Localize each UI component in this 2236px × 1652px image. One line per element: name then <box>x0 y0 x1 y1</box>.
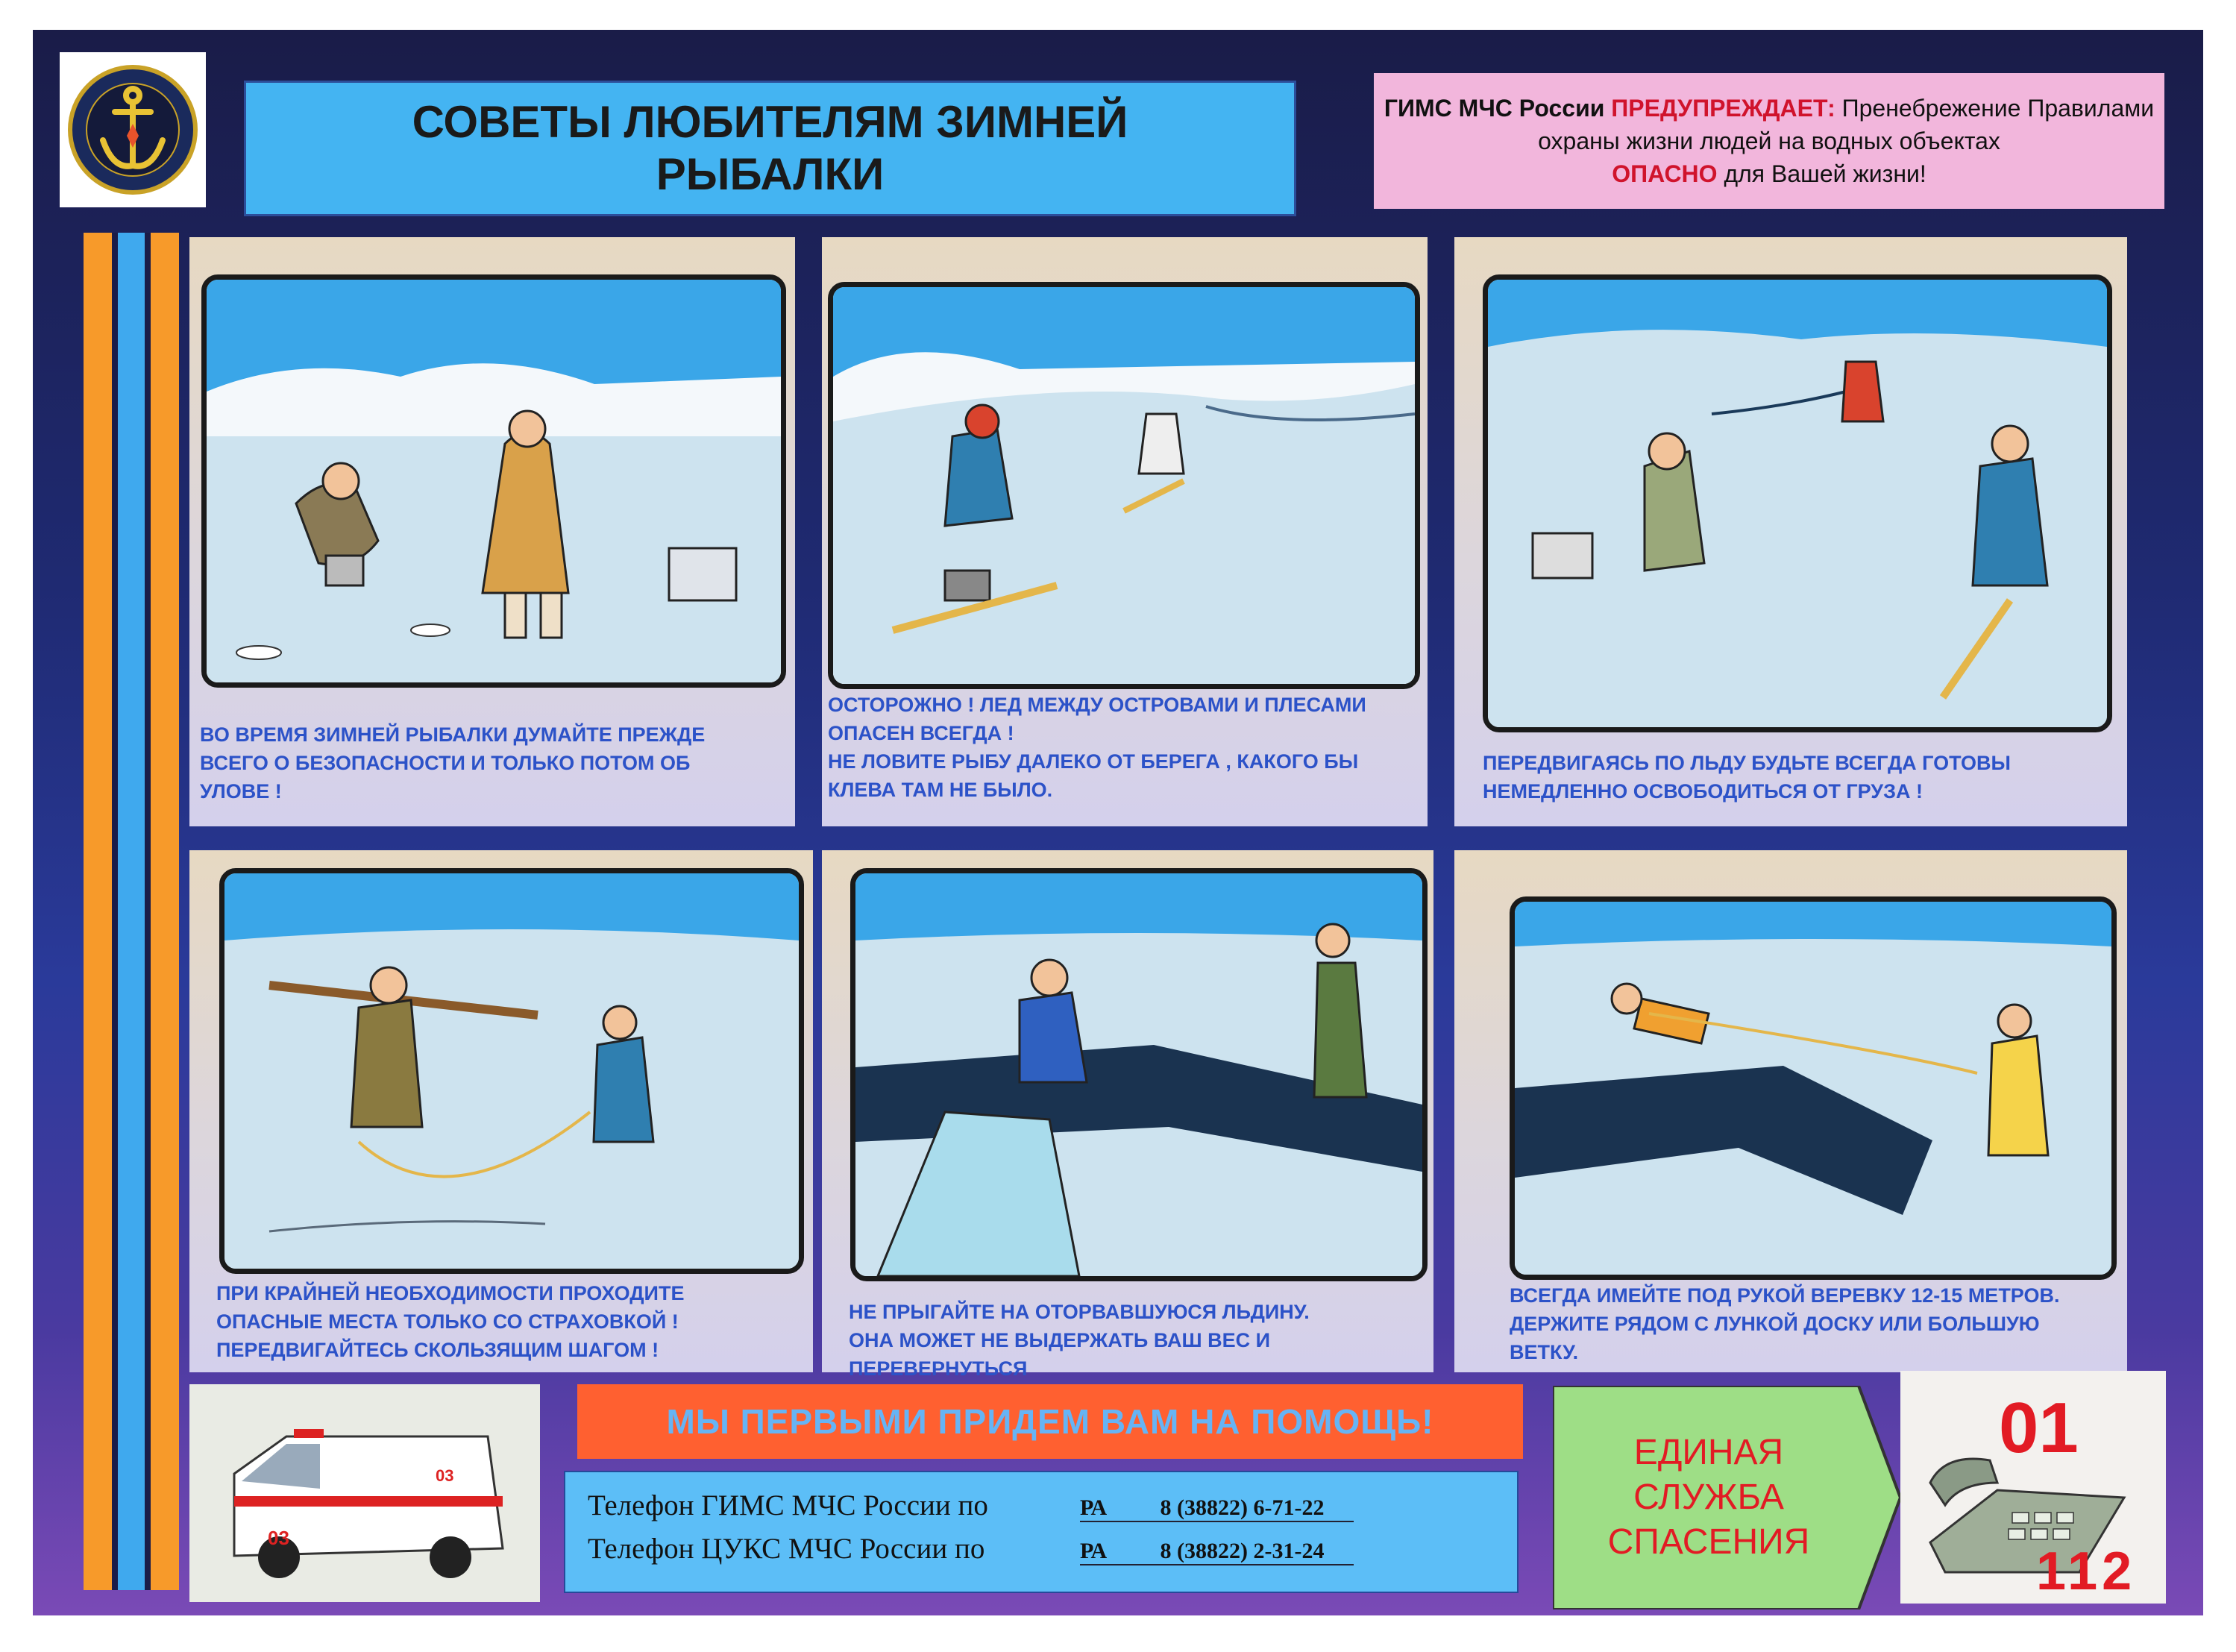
ambulance-number: 03 <box>268 1527 289 1549</box>
phone-region: РА <box>1080 1539 1108 1563</box>
tip-panel-3 <box>1454 237 2127 826</box>
illustration-rope-rescue <box>1510 896 2117 1280</box>
tip-1-caption: ВО ВРЕМЯ ЗИМНЕЙ РЫБАЛКИ ДУМАЙТЕ ПРЕЖДЕ ВСЕГО О БЕЗОПАСНОСТИ И ТОЛЬКО ПОТОМ ОБ УЛОВЕ ! <box>200 723 706 803</box>
tip-panel-5 <box>822 850 1433 1380</box>
phone-row-gims <box>588 1489 1354 1529</box>
phone-region: РА <box>1080 1495 1108 1520</box>
emblem <box>60 52 206 207</box>
ambulance-icon <box>189 1384 540 1602</box>
tip-panel-6 <box>1454 850 2127 1372</box>
rescue-service-text: ЕДИНАЯ СЛУЖБА СПАСЕНИЯ <box>1607 1433 1810 1562</box>
warning-text-2: для Вашей жизни! <box>1724 160 1926 187</box>
warning-notice <box>1374 73 2164 209</box>
phone-box <box>564 1471 1519 1593</box>
rescue-service-label <box>1553 1386 1865 1609</box>
tip-3-caption: ПЕРЕДВИГАЯСЬ ПО ЛЬДУ БУДЬТЕ ВСЕГДА ГОТОВЫ НЕМЕДЛЕННО ОСВОБОДИТЬСЯ ОТ ГРУЗА ! <box>1483 752 2011 803</box>
phone-number <box>1080 1539 1354 1565</box>
phone-digits: 8 (38822) 6-71-22 <box>1160 1495 1325 1520</box>
phone-label: Телефон ГИМС МЧС России по <box>588 1489 988 1521</box>
tip-panel-1 <box>189 237 795 826</box>
slogan-text: МЫ ПЕРВЫМИ ПРИДЕМ ВАМ НА ПОМОЩЬ! <box>666 1402 1434 1441</box>
tip-panel-4 <box>189 850 813 1372</box>
illustration-ice-fishing <box>201 274 786 688</box>
phone-row-tsuks <box>588 1532 1354 1572</box>
phone-digits: 8 (38822) 2-31-24 <box>1160 1539 1325 1563</box>
warning-verb: ПРЕДУПРЕЖДАЕТ: <box>1611 95 1835 122</box>
warning-text-1: Пренебрежение Правилами охраны жизни людей на водных объектах <box>1538 95 2155 154</box>
number-01: 01 <box>1999 1388 2079 1468</box>
tip-6-caption: ВСЕГДА ИМЕЙТЕ ПОД РУКОЙ ВЕРЕВКУ 12-15 МЕТРОВ. ДЕРЖИТЕ РЯДОМ С ЛУНКОЙ ДОСКУ ИЛИ БОЛЬШУЮ ВЕТКУ. <box>1510 1284 2060 1363</box>
warning-danger: ОПАСНО <box>1612 160 1718 187</box>
tip-panel-2 <box>822 237 1428 826</box>
anchor-emblem-icon <box>60 52 206 207</box>
ambulance-image <box>189 1384 540 1602</box>
illustration-skiers <box>828 282 1420 689</box>
poster-title <box>244 81 1296 216</box>
poster-title-text: СОВЕТЫ ЛЮБИТЕЛЯМ ЗИМНЕЙ РЫБАЛКИ <box>412 97 1128 199</box>
warning-org: ГИМС МЧС России <box>1384 95 1605 122</box>
slogan-banner <box>577 1384 1523 1459</box>
illustration-ice-floe <box>850 868 1428 1281</box>
tip-4-caption: ПРИ КРАЙНЕЙ НЕОБХОДИМОСТИ ПРОХОДИТЕ ОПАСНЫЕ МЕСТА ТОЛЬКО СО СТРАХОВКОЙ ! ПЕРЕДВИГАЙТЕСЬ СКОЛЬЗЯЩИМ ШАГОМ ! <box>216 1282 685 1361</box>
ambulance-number-side: 03 <box>436 1466 454 1485</box>
decorative-stripes <box>84 233 188 1590</box>
tip-5-caption: НЕ ПРЫГАЙТЕ НА ОТОРВАВШУЮСЯ ЛЬДИНУ. ОНА МОЖЕТ НЕ ВЫДЕРЖАТЬ ВАШ ВЕС И ПЕРЕВЕРНУТЬСЯ <box>849 1301 1310 1380</box>
number-112: 112 <box>2036 1542 2137 1601</box>
illustration-walkers-on-ice <box>1483 274 2112 732</box>
phone-label: Телефон ЦУКС МЧС России по <box>588 1533 985 1565</box>
illustration-safety-rope <box>219 868 804 1274</box>
phone-number <box>1080 1495 1354 1522</box>
tip-2-caption: ОСТОРОЖНО ! ЛЕД МЕЖДУ ОСТРОВАМИ И ПЛЕСАМИ ОПАСЕН ВСЕГДА ! НЕ ЛОВИТЕ РЫБУ ДАЛЕКО ОТ БЕРЕГА , КАКОГО БЫ КЛЕВА ТАМ НЕ БЫЛО. <box>828 694 1366 801</box>
